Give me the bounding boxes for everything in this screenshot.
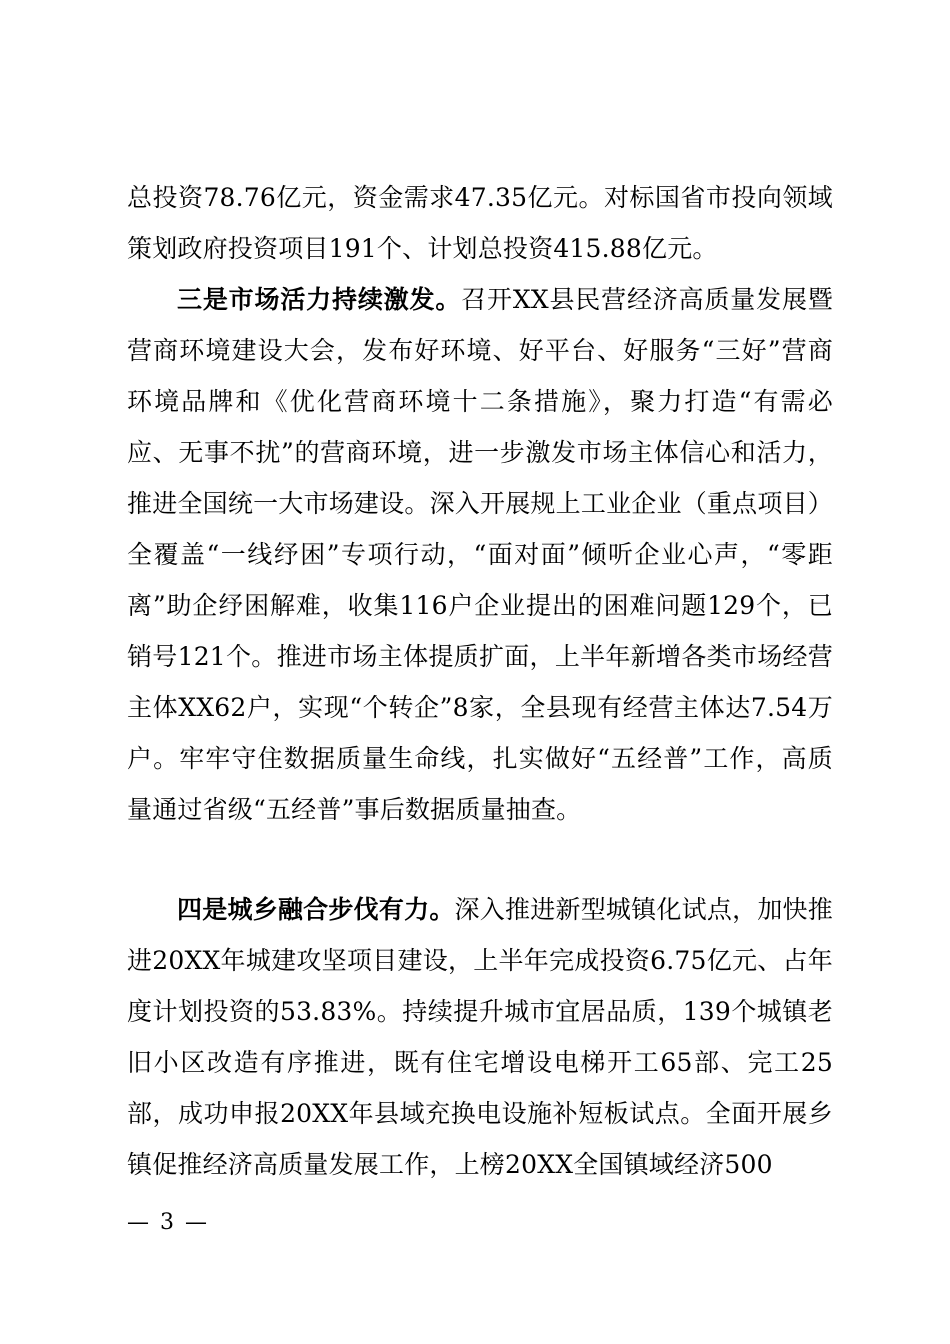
paragraph-market-vitality	[127, 274, 833, 835]
paragraph-lead-heading: 四是城乡融合步伐有力。	[177, 895, 455, 924]
page-number: — 3 —	[127, 1210, 209, 1235]
paragraph-body: 召开XX县民营经济高质量发展暨营商环境建设大会，发布好环境、好平台、好服务“三好”营商环境品牌和《优化营商环境十二条措施》，聚力打造“有需必应、无事不扰”的营商环境，进一步激发市场主体信心和活力，推进全国统一大市场建设。深入开展规上工业企业（重点项目）全覆盖“一线纾困”专项行动，“面对面”倾听企业心声，“零距离”助企纾困解难，收集116户企业提出的困难问题129个，已销号121个。推进市场主体提质扩面，上半年新增各类市场经营主体XX62户，实现“个转企”8家，全县现有经营主体达7.54万户。牢牢守住数据质量生命线，扎实做好“五经普”工作，高质量通过省级“五经普”事后数据质量抽查。	[127, 285, 833, 824]
paragraph-urban-rural	[127, 884, 833, 1190]
paragraph-body: 深入推进新型城镇化试点，加快推进20XX年城建攻坚项目建设，上半年完成投资6.75亿元、占年度计划投资的53.83%。持续提升城市宜居品质，139个城镇老旧小区改造有序推进，既有住宅增设电梯开工65部、完工25部，成功申报20XX年县域充换电设施补短板试点。全面开展乡镇促推经济高质量发展工作，上榜20XX全国镇域经济500	[127, 895, 833, 1179]
paragraph-lead-heading: 三是市场活力持续激发。	[177, 285, 462, 314]
paragraph-body: 总投资78.76亿元，资金需求47.35亿元。对标国省市投向领域策划政府投资项目191个、计划总投资415.88亿元。	[127, 183, 833, 263]
paragraph-investment	[127, 172, 833, 274]
